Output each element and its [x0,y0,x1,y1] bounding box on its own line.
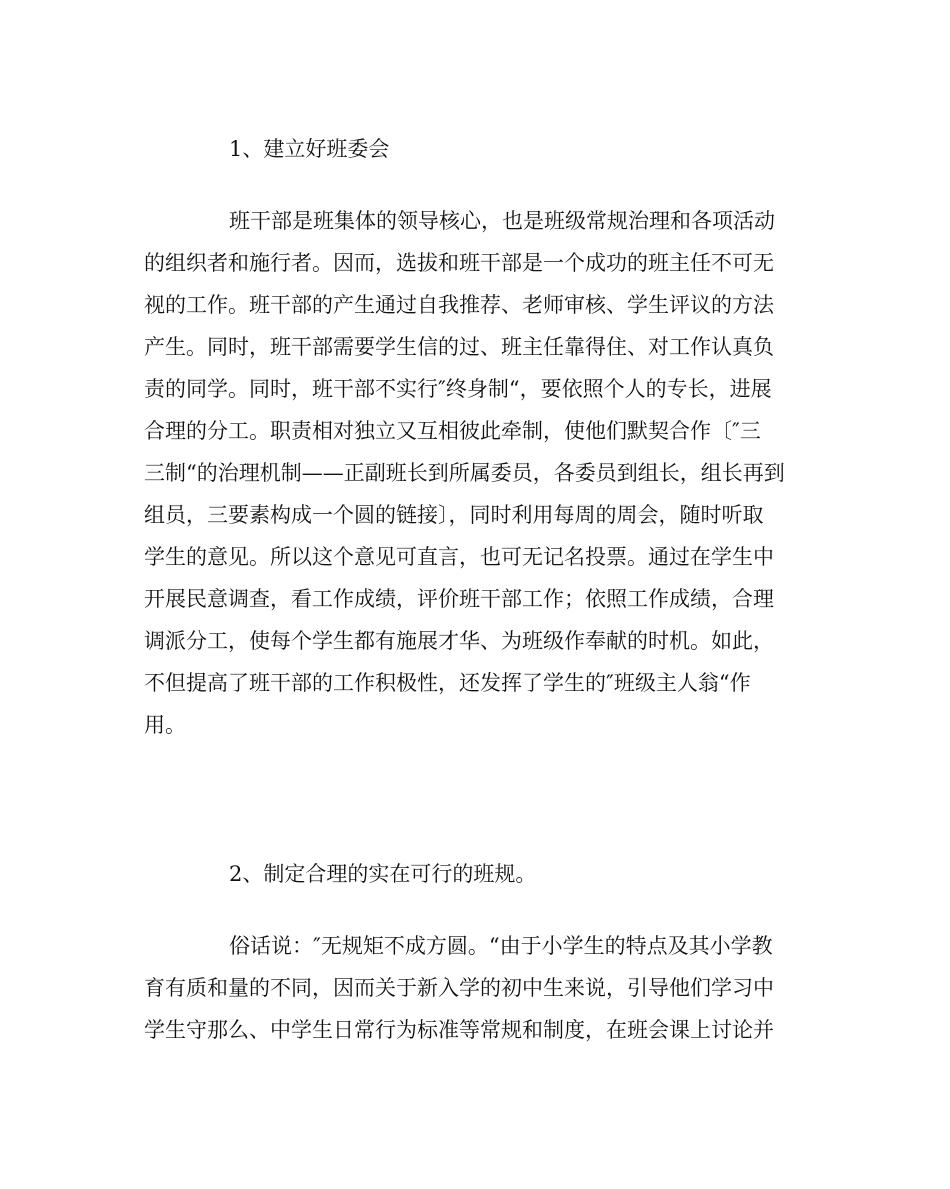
section-1-heading [229,128,899,170]
paragraph-line: 责的同学。同时，班干部不实行″终身制“，要依照个人的专长，进展 [144,377,772,401]
paragraph-line: 班干部是班集体的领导核心，也是班级常规治理和各项活动 [229,209,775,233]
section-1-paragraph [144,200,814,746]
paragraph-line: 三制“的治理机制——正副班长到所属委员，各委员到组长，组长再到 [144,461,785,485]
paragraph-line: 的组织者和施行者。因而，选拔和班干部是一个成功的班主任不可无 [144,251,774,275]
paragraph-line: 育有质和量的不同，因而关于新入学的初中生来说，引导他们学习中 [144,976,774,1000]
paragraph-line: 视的工作。班干部的产生通过自我推荐、老师审核、学生评议的方法 [144,293,774,317]
paragraph-line: 组员，三要素构成一个圆的链接〕，同时利用每周的周会，随时听取 [144,503,764,527]
paragraph-line: 合理的分工。职责相对独立又互相彼此牵制，使他们默契合作〔″三 [144,419,761,443]
paragraph-line: 调派分工，使每个学生都有施展才华、为班级作奉献的时机。如此， [144,629,774,653]
heading-text: 1、建立好班委会 [229,137,390,161]
paragraph-line: 学生的意见。所以这个意见可直言，也可无记名投票。通过在学生中 [144,545,774,569]
paragraph-line: 产生。同时，班干部需要学生信的过、班主任靠得住、对工作认真负 [144,335,774,359]
section-2-heading [229,853,899,895]
paragraph-line: 开展民意调查，看工作成绩，评价班干部工作；依照工作成绩，合理 [144,587,774,611]
section-2-paragraph [144,925,814,1051]
paragraph-line: 不但提高了班干部的工作积极性，还发挥了学生的″班级主人翁“作 [144,671,751,695]
paragraph-line: 用。 [144,713,186,737]
paragraph-line: 学生守那么、中学生日常行为标准等常规和制度，在班会课上讨论并 [144,1018,774,1042]
paragraph-line: 俗话说：″无规矩不成方圆。“由于小学生的特点及其小学教 [229,934,773,958]
heading-text: 2、制定合理的实在可行的班规。 [229,862,537,886]
